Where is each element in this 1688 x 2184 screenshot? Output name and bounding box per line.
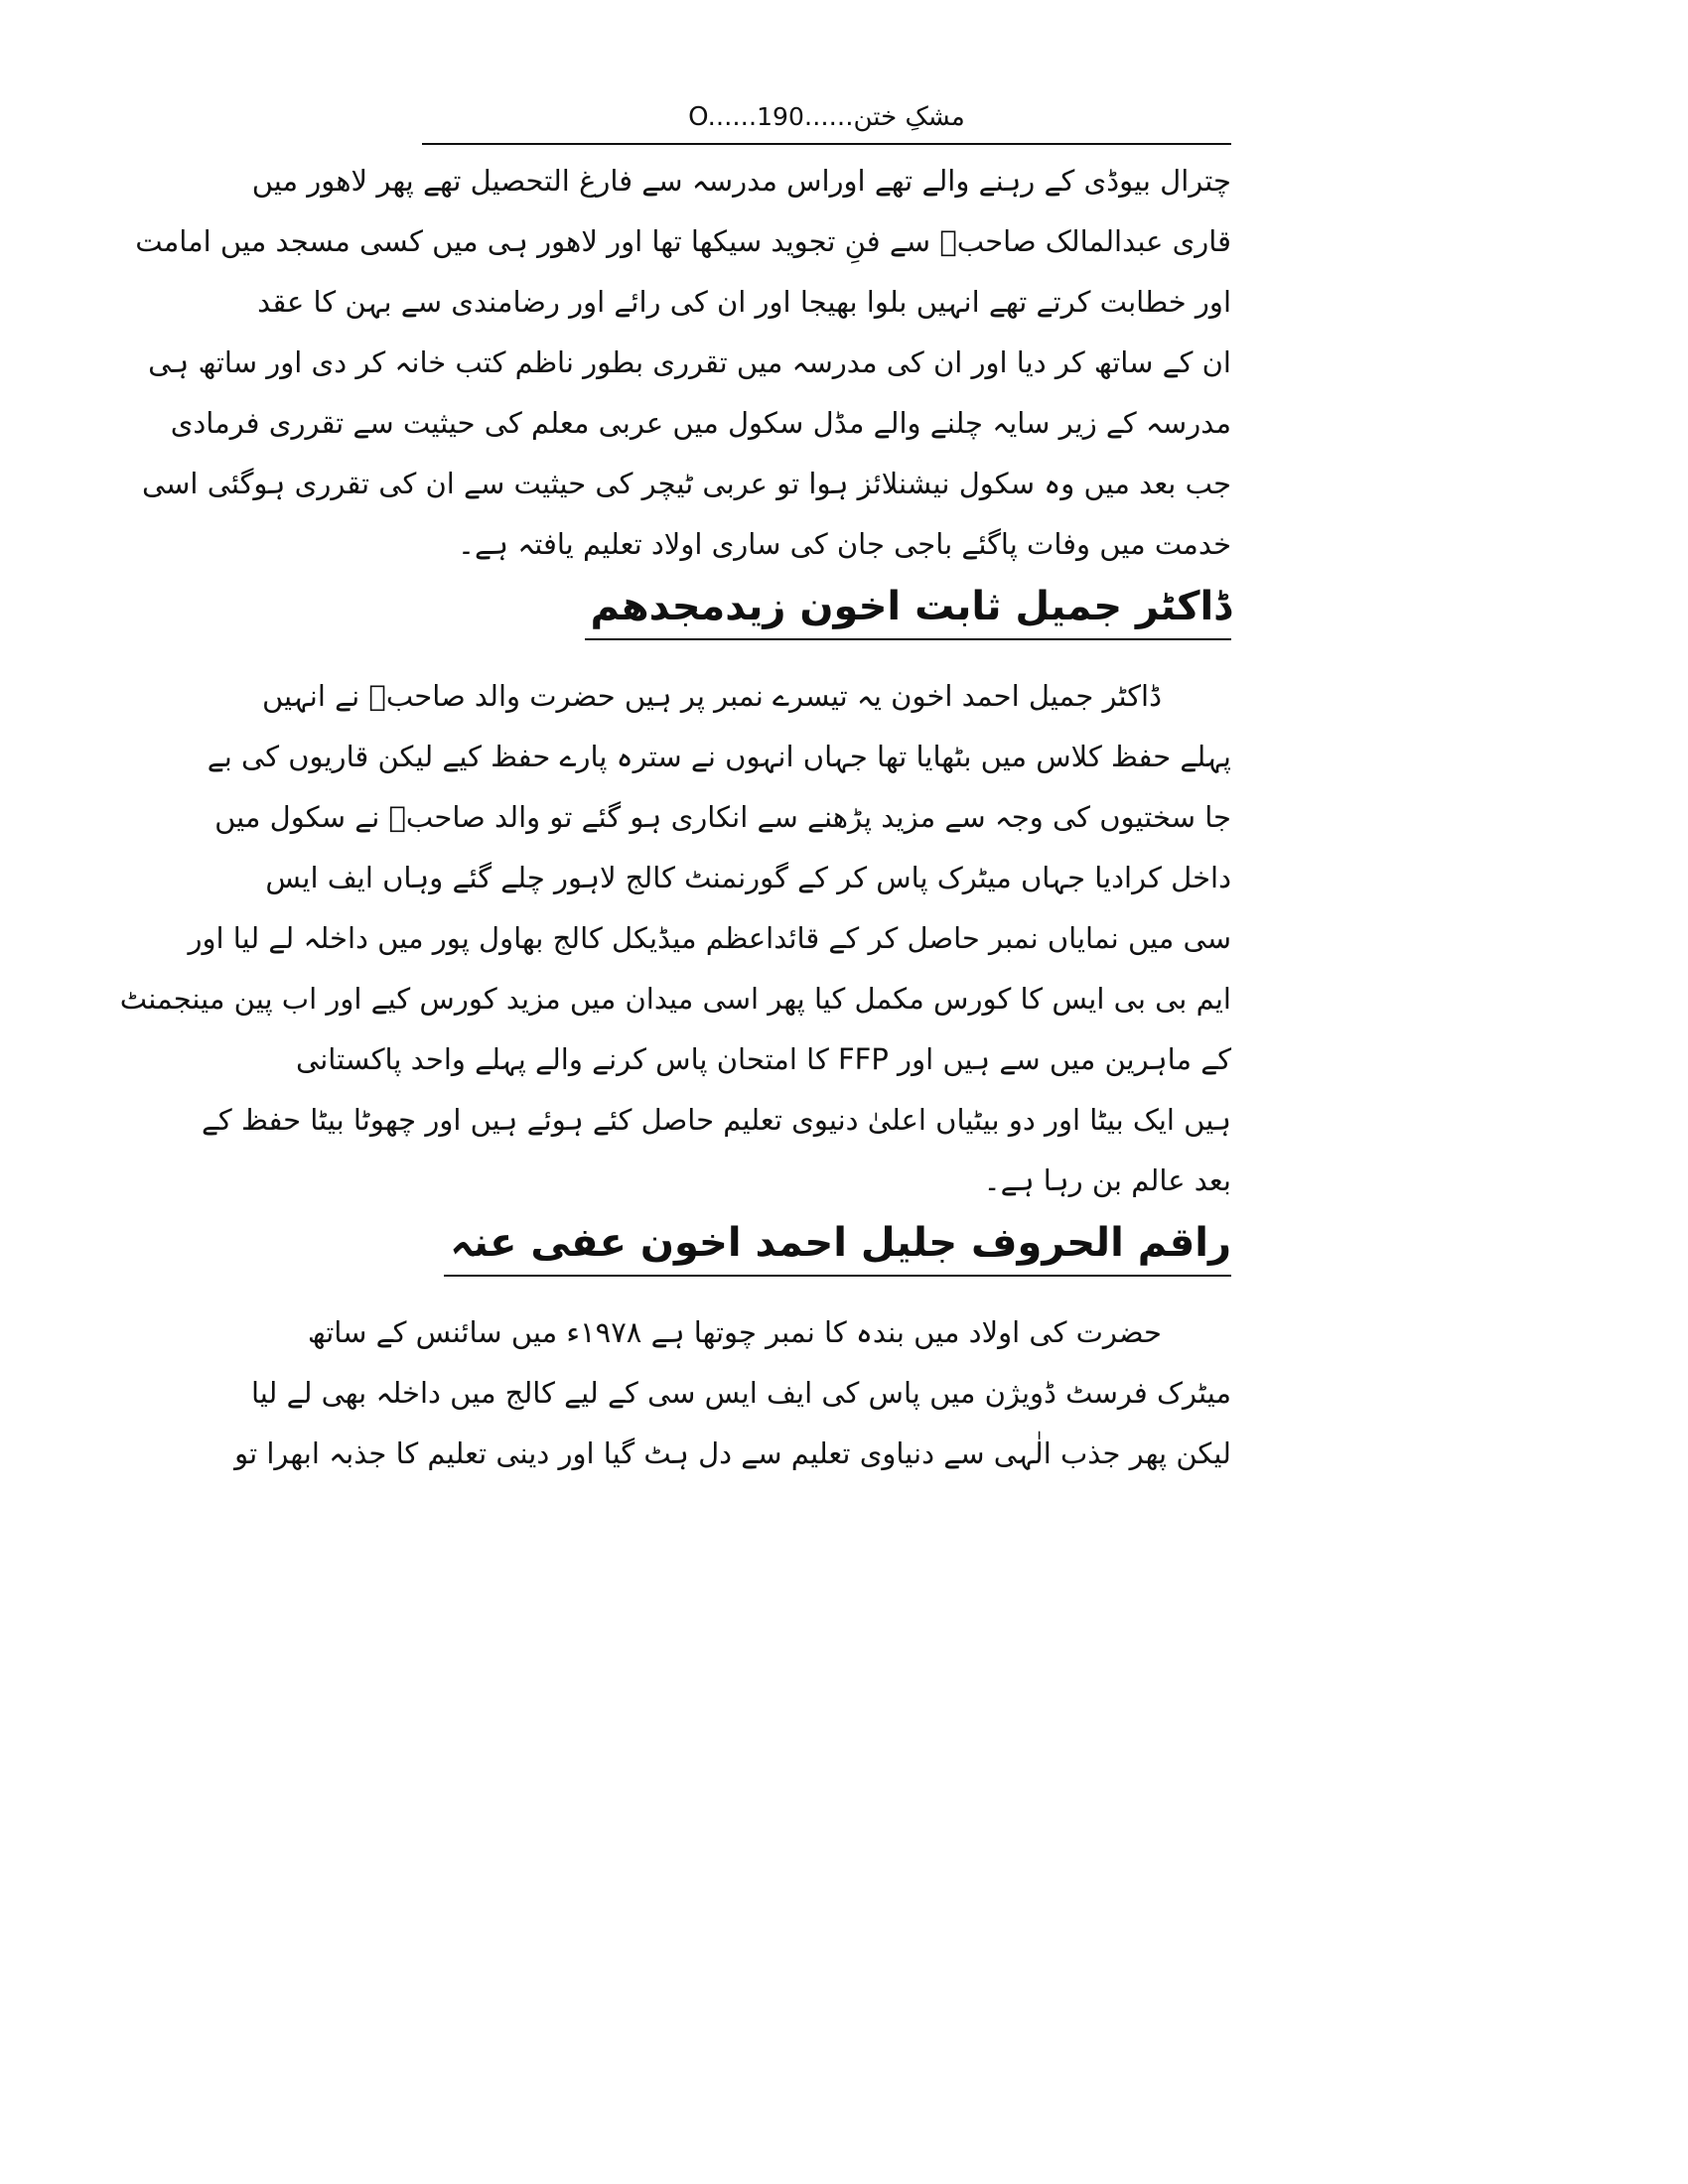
text-line: لیکن پھر جذب الٰہی سے دنیاوی تعلیم سے دل ہٹ گیا اور دینی تعلیم کا جذبہ ابھرا تو xyxy=(234,1436,1231,1470)
paragraph-chitral xyxy=(135,151,1231,575)
page-number: 190 xyxy=(757,102,804,131)
heading-text: راقم الحروف جلیل احمد اخون عفی عنہ xyxy=(444,1211,1231,1277)
text-line: کے ماہرین میں سے ہیں اور FFP کا امتحان پاس کرنے والے پہلے واحد پاکستانی xyxy=(296,1042,1231,1076)
text-line: جا سختیوں کی وجہ سے مزید پڑھنے سے انکاری ہو گئے تو والد صاحبؒ نے سکول میں xyxy=(214,800,1231,834)
running-header xyxy=(422,95,1231,139)
spacer xyxy=(422,1287,1231,1302)
text-line: اور خطابت کرتے تھے انہیں بلوا بھیجا اور ان کی رائے اور رضامندی سے بہن کا عقد xyxy=(257,285,1231,319)
paragraph-author xyxy=(234,1302,1231,1484)
heading-text: ڈاکٹر جمیل ثابت اخون زیدمجدھم xyxy=(585,575,1232,640)
text-line: میٹرک فرسٹ ڈویژن میں پاس کی ایف ایس سی کے لیے کالج میں داخلہ بھی لے لیا xyxy=(250,1376,1231,1410)
text-line: مدرسہ کے زیر سایہ چلنے والے مڈل سکول میں عربی معلم کی حیثیت سے تقرری فرمادی xyxy=(170,406,1231,440)
text-line: بعد عالم بن رہا ہے۔ xyxy=(983,1163,1231,1197)
text-line: داخل کرادیا جہاں میٹرک پاس کر کے گورنمنٹ کالج لاہور چلے گئے وہاں ایف ایس xyxy=(265,861,1231,894)
text-line: سی میں نمایاں نمبر حاصل کر کے قائداعظم میڈیکل کالج بھاول پور میں داخلہ لے لیا اور xyxy=(188,921,1231,955)
text-line: چترال بیوڈی کے رہنے والے تھے اوراس مدرسہ سے فارغ التحصیل تھے پھر لاھور میں xyxy=(251,164,1231,198)
header-rule xyxy=(422,143,1231,145)
text-line: خدمت میں وفات پاگئے باجی جان کی ساری اولاد تعلیم یافتہ ہے۔ xyxy=(458,527,1231,561)
paragraph-dr-jamil xyxy=(119,666,1231,1211)
running-title: مشکِ ختن xyxy=(853,102,965,132)
text-line: ان کے ساتھ کر دیا اور ان کی مدرسہ میں تقرری بطور ناظم کتب خانہ کر دی اور ساتھ ہی xyxy=(148,345,1231,379)
text-line: حضرت کی اولاد میں بندہ کا نمبر چوتھا ہے ۱۹۷۸ء میں سائنس کے ساتھ xyxy=(307,1315,1162,1349)
body-text xyxy=(119,151,1231,1484)
header-separator: ......O...... xyxy=(688,102,854,132)
section-heading-dr-jamil xyxy=(422,575,1231,650)
text-line: پہلے حفظ کلاس میں بٹھایا تھا جہاں انہوں نے سترہ پارے حفظ کیے لیکن قاریوں کی بے xyxy=(207,740,1231,773)
spacer xyxy=(422,650,1231,666)
text-line: ڈاکٹر جمیل احمد اخون یہ تیسرے نمبر پر ہیں حضرت والد صاحبؒ نے انہیں xyxy=(261,679,1162,713)
text-line: جب بعد میں وہ سکول نیشنلائز ہوا تو عربی ٹیچر کی حیثیت سے ان کی تقرری ہوگئی اسی xyxy=(141,467,1231,500)
text-line: قاری عبدالمالک صاحبؒ سے فنِ تجوید سیکھا تھا اور لاھور ہی میں کسی مسجد میں امامت xyxy=(135,224,1231,258)
text-line: ایم بی بی ایس کا کورس مکمل کیا پھر اسی میدان میں مزید کورس کیے اور اب پین مینجمنٹ xyxy=(119,982,1231,1016)
section-heading-author xyxy=(422,1211,1231,1287)
text-line: ہیں ایک بیٹا اور دو بیٹیاں اعلیٰ دنیوی تعلیم حاصل کئے ہوئے ہیں اور چھوٹا بیٹا حفظ کے xyxy=(201,1103,1231,1137)
